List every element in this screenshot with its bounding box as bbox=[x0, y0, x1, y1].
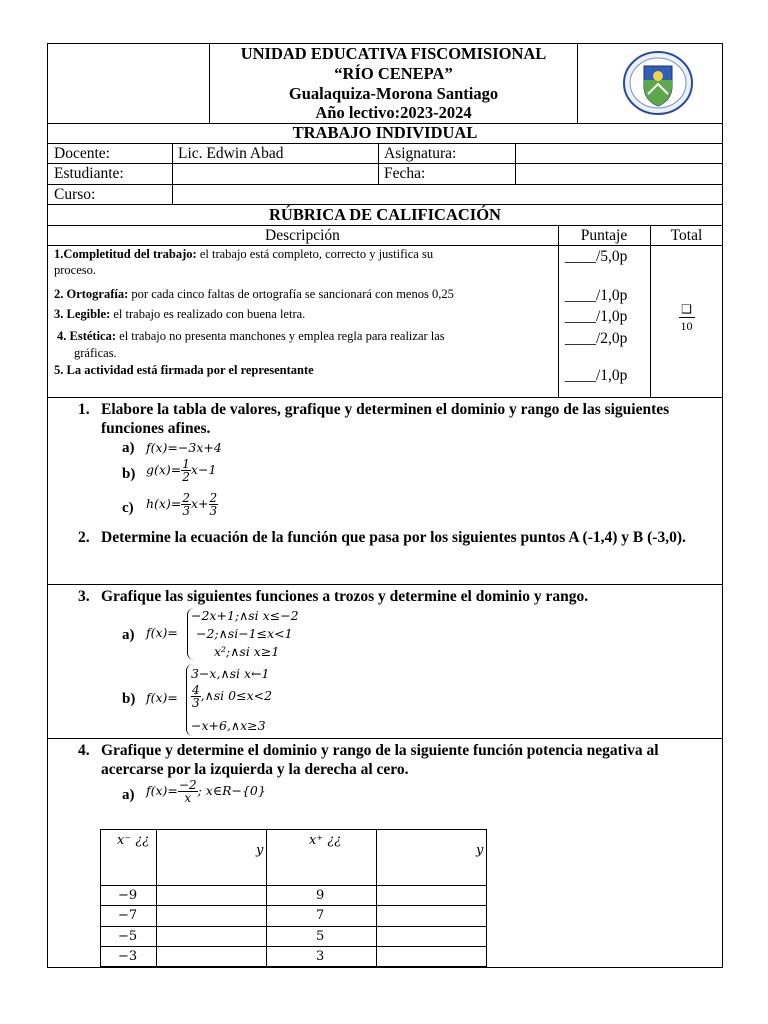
total-score[interactable] bbox=[651, 302, 722, 333]
score-field[interactable]: ____/1,0p bbox=[565, 308, 628, 325]
rubric-item: 3. Legible: el trabajo es realizado con buena letra. bbox=[54, 307, 306, 321]
q4a-function: f(x)= $\frac{-2}{x}$ ; x∈R−{0} bbox=[146, 778, 266, 805]
rubric-item-cont: proceso. bbox=[54, 263, 96, 277]
q4-text: Grafique y determine el dominio y rango de la siguiente función potencia negativa al acercarse por la izquierda y la derecha al cero. bbox=[101, 742, 659, 778]
score-field[interactable]: ____/2,0p bbox=[565, 330, 628, 347]
school-year: Año lectivo:2023-2024 bbox=[315, 103, 472, 122]
q3a-lhs: f(x)= bbox=[146, 625, 178, 640]
total-checkbox-icon: ❑ bbox=[681, 302, 692, 316]
school-crest-logo bbox=[622, 50, 694, 116]
q3-number: 3. bbox=[78, 588, 90, 605]
q3b-label: b) bbox=[122, 691, 136, 707]
curso-label: Curso: bbox=[54, 186, 96, 203]
score-field[interactable]: ____/1,0p bbox=[565, 367, 628, 384]
q3b-piece-1: 3−x,∧si x←1 bbox=[191, 666, 270, 681]
q3a-label: a) bbox=[122, 627, 135, 643]
rubric-col-description: Descripción bbox=[265, 227, 340, 244]
table-header-x-right: x⁺ ¿¿ bbox=[309, 833, 342, 848]
q2-text: Determine la ecuación de la función que pasa por los siguientes puntos A (-1,4) y B (-3,0). bbox=[101, 529, 686, 546]
rubric-item: 5. La actividad está firmada por el representante bbox=[54, 363, 314, 377]
table-cell-x-right: 7 bbox=[316, 908, 325, 923]
q3b-piece-3: −x+6,∧x≥3 bbox=[191, 718, 266, 733]
assignment-title: TRABAJO INDIVIDUAL bbox=[292, 123, 478, 142]
q4a-label: a) bbox=[122, 787, 135, 803]
rubric-item: 1.Completitud del trabajo: el trabajo está completo, correcto y justifica su bbox=[54, 247, 434, 261]
q3b-piece-2: $\frac{4}{3}$ ,∧si 0≤x<2 bbox=[192, 683, 273, 710]
rubric-col-score: Puntaje bbox=[580, 227, 628, 244]
school-name: “RÍO CENEPA” bbox=[334, 64, 453, 83]
rubric-item-cont: gráficas. bbox=[74, 346, 117, 360]
q4-number: 4. bbox=[78, 742, 90, 759]
docente-value: Lic. Edwin Abad bbox=[178, 145, 284, 162]
curso-field[interactable] bbox=[173, 185, 722, 204]
rubric-item: 4. Estética: el trabajo no presenta manchones y emplea regla para realizar las bbox=[57, 329, 445, 343]
q1-text: Elabore la tabla de valores, grafique y determinen el dominio y rango de las siguientes funciones afines. bbox=[101, 401, 670, 437]
q1a-function: f(x)=−3x+4 bbox=[146, 440, 222, 455]
table-header-x-left: x⁻ ¿¿ bbox=[117, 833, 150, 848]
table-cell-x-right: 5 bbox=[316, 929, 325, 944]
q3-text: Grafique las siguientes funciones a trozos y determine el dominio y rango. bbox=[101, 588, 589, 605]
q2-number: 2. bbox=[78, 529, 90, 546]
estudiante-label: Estudiante: bbox=[54, 165, 124, 182]
table-cell-x-left: −9 bbox=[118, 888, 138, 903]
q3a-piece-1: −2x+1;∧si x≤−2 bbox=[191, 608, 299, 623]
fecha-label: Fecha: bbox=[384, 165, 426, 182]
q1c-function: h(x)= $\frac{2}{3}$ x+ $\frac{2}{3}$ bbox=[146, 491, 218, 518]
rubric-title: RÚBRICA DE CALIFICACIÓN bbox=[269, 205, 501, 224]
table-header-y-left: y bbox=[256, 843, 264, 858]
q3b-lhs: f(x)= bbox=[146, 690, 178, 705]
q3a-piece-3: x²;∧si x≥1 bbox=[214, 644, 280, 659]
q1a-label: a) bbox=[122, 440, 135, 456]
score-field[interactable]: ____/1,0p bbox=[565, 287, 628, 304]
school-title: UNIDAD EDUCATIVA FISCOMISIONAL bbox=[240, 44, 547, 63]
rubric-col-total: Total bbox=[670, 227, 703, 244]
table-cell-x-left: −5 bbox=[118, 929, 138, 944]
estudiante-field[interactable] bbox=[173, 164, 377, 183]
asignatura-field[interactable] bbox=[516, 144, 722, 163]
docente-label: Docente: bbox=[54, 145, 110, 162]
table-cell-x-right: 9 bbox=[316, 888, 325, 903]
total-denominator: 10 bbox=[680, 319, 693, 333]
school-location: Gualaquiza-Morona Santiago bbox=[288, 84, 499, 103]
q1c-label: c) bbox=[122, 500, 134, 516]
score-field[interactable]: ____/5,0p bbox=[565, 248, 628, 265]
table-cell-x-right: 3 bbox=[316, 949, 325, 964]
q3a-piece-2: −2;∧si−1≤x<1 bbox=[196, 626, 293, 641]
table-header-y-right: y bbox=[476, 843, 484, 858]
q1-number: 1. bbox=[78, 401, 90, 418]
table-cell-x-left: −7 bbox=[118, 908, 138, 923]
table-cell-x-left: −3 bbox=[118, 949, 138, 964]
asignatura-label: Asignatura: bbox=[384, 145, 457, 162]
q1b-function: g(x)= $\frac{1}{2}$ x−1 bbox=[146, 457, 217, 484]
rubric-item: 2. Ortografía: por cada cinco faltas de ortografía se sancionará con menos 0,25 bbox=[54, 287, 454, 301]
q1b-label: b) bbox=[122, 466, 136, 482]
fecha-field[interactable] bbox=[516, 164, 722, 183]
